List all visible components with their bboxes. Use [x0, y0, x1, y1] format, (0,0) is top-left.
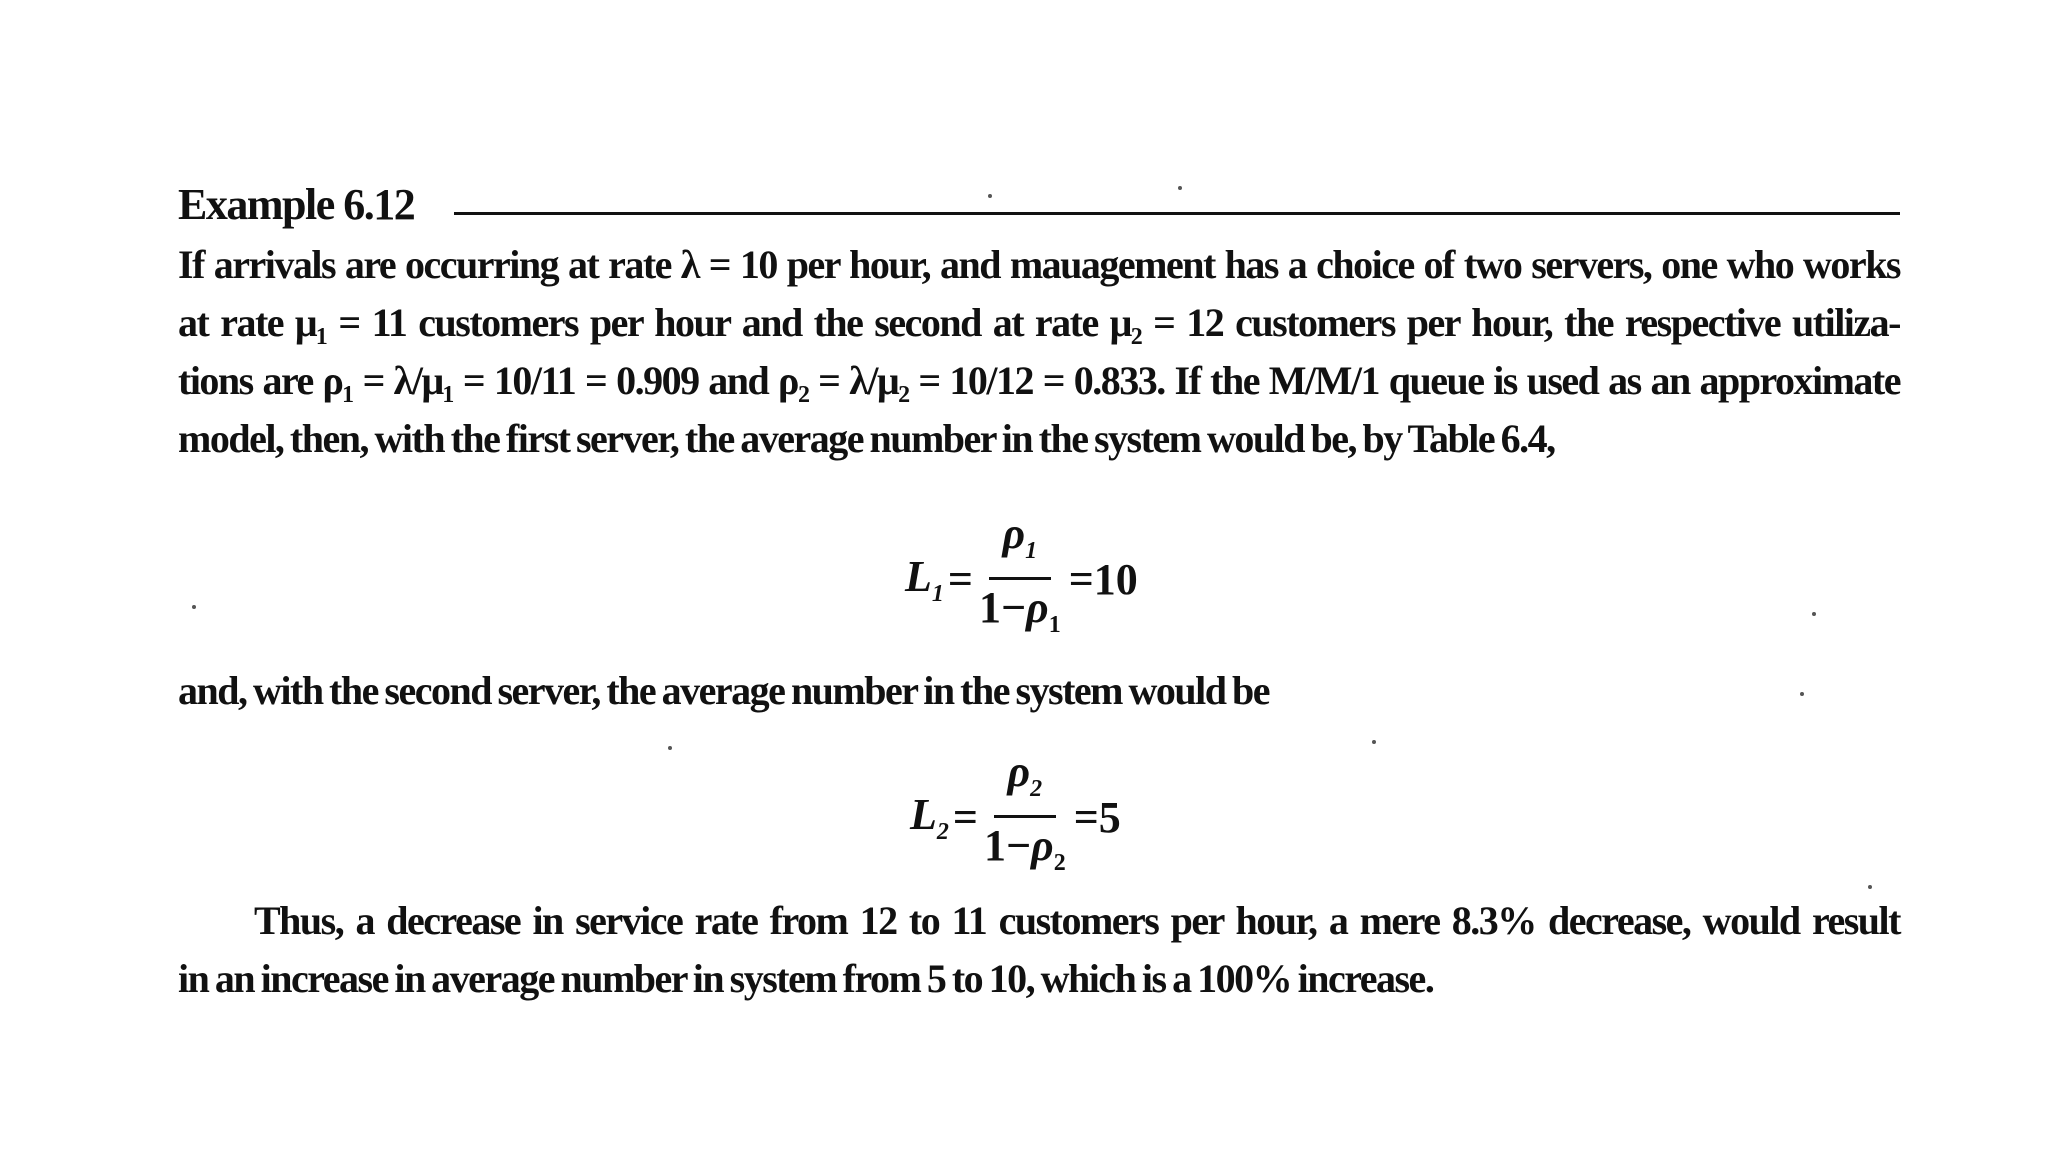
example-heading-row: [178, 178, 1900, 230]
paragraph-intro: [178, 236, 1900, 468]
scan-speck: [988, 194, 992, 198]
equation-rhs: =10: [1068, 555, 1138, 604]
paragraph-second-server: [178, 662, 1900, 720]
fraction-denominator: $1-\rho_2$: [983, 821, 1066, 876]
paragraph-line: tions are ρ₁ = λ/μ₁ = 10/11 = 0.909 and ρ₂ = λ/μ₂ = 10/12 = 0.833. If the M/M/1 queue is used as an approximate: [178, 358, 1900, 403]
equation-l2: [910, 748, 1121, 887]
paragraph-line: model, then, with the first server, the average number in the system would be, by Table 6.4,: [178, 416, 1555, 461]
paragraph-line: Thus, a decrease in service rate from 12 to 11 customers per hour, a mere 8.3% decrease, would result: [254, 898, 1900, 943]
scan-speck: [192, 605, 196, 609]
scan-speck: [1868, 885, 1872, 889]
scan-speck: [1178, 186, 1182, 190]
example-heading: Example 6.12: [178, 179, 415, 229]
scan-speck: [668, 746, 672, 750]
fraction: [979, 510, 1061, 649]
fraction: [984, 748, 1066, 887]
fraction-numerator: $\rho_1$: [989, 510, 1052, 580]
heading-rule: [454, 212, 1900, 215]
scan-speck: [1372, 740, 1376, 744]
equation-lhs: $L_2$: [910, 790, 949, 845]
scan-speck: [1812, 612, 1816, 616]
paragraph-line: at rate μ₁ = 11 customers per hour and the second at rate μ₂ = 12 customers per hour, the respective utiliza-: [178, 300, 1900, 345]
paragraph-line: and, with the second server, the average number in the system would be: [178, 668, 1269, 713]
equals-sign: =: [952, 793, 978, 842]
equation-rhs: =5: [1073, 793, 1121, 842]
fraction-numerator: $\rho_2$: [994, 748, 1057, 818]
paragraph-line: If arrivals are occurring at rate λ = 10 per hour, and mauagement has a choice of two servers, one who works: [178, 242, 1900, 287]
equation-l1: [905, 510, 1138, 649]
scan-speck: [1800, 692, 1804, 696]
paragraph-conclusion: [178, 892, 1900, 1008]
fraction-denominator: $1-\rho_1$: [978, 583, 1061, 638]
equation-lhs: $L_1$: [905, 552, 944, 607]
equals-sign: =: [947, 555, 973, 604]
paragraph-line: in an increase in average number in system from 5 to 10, which is a 100% increase.: [178, 956, 1434, 1001]
